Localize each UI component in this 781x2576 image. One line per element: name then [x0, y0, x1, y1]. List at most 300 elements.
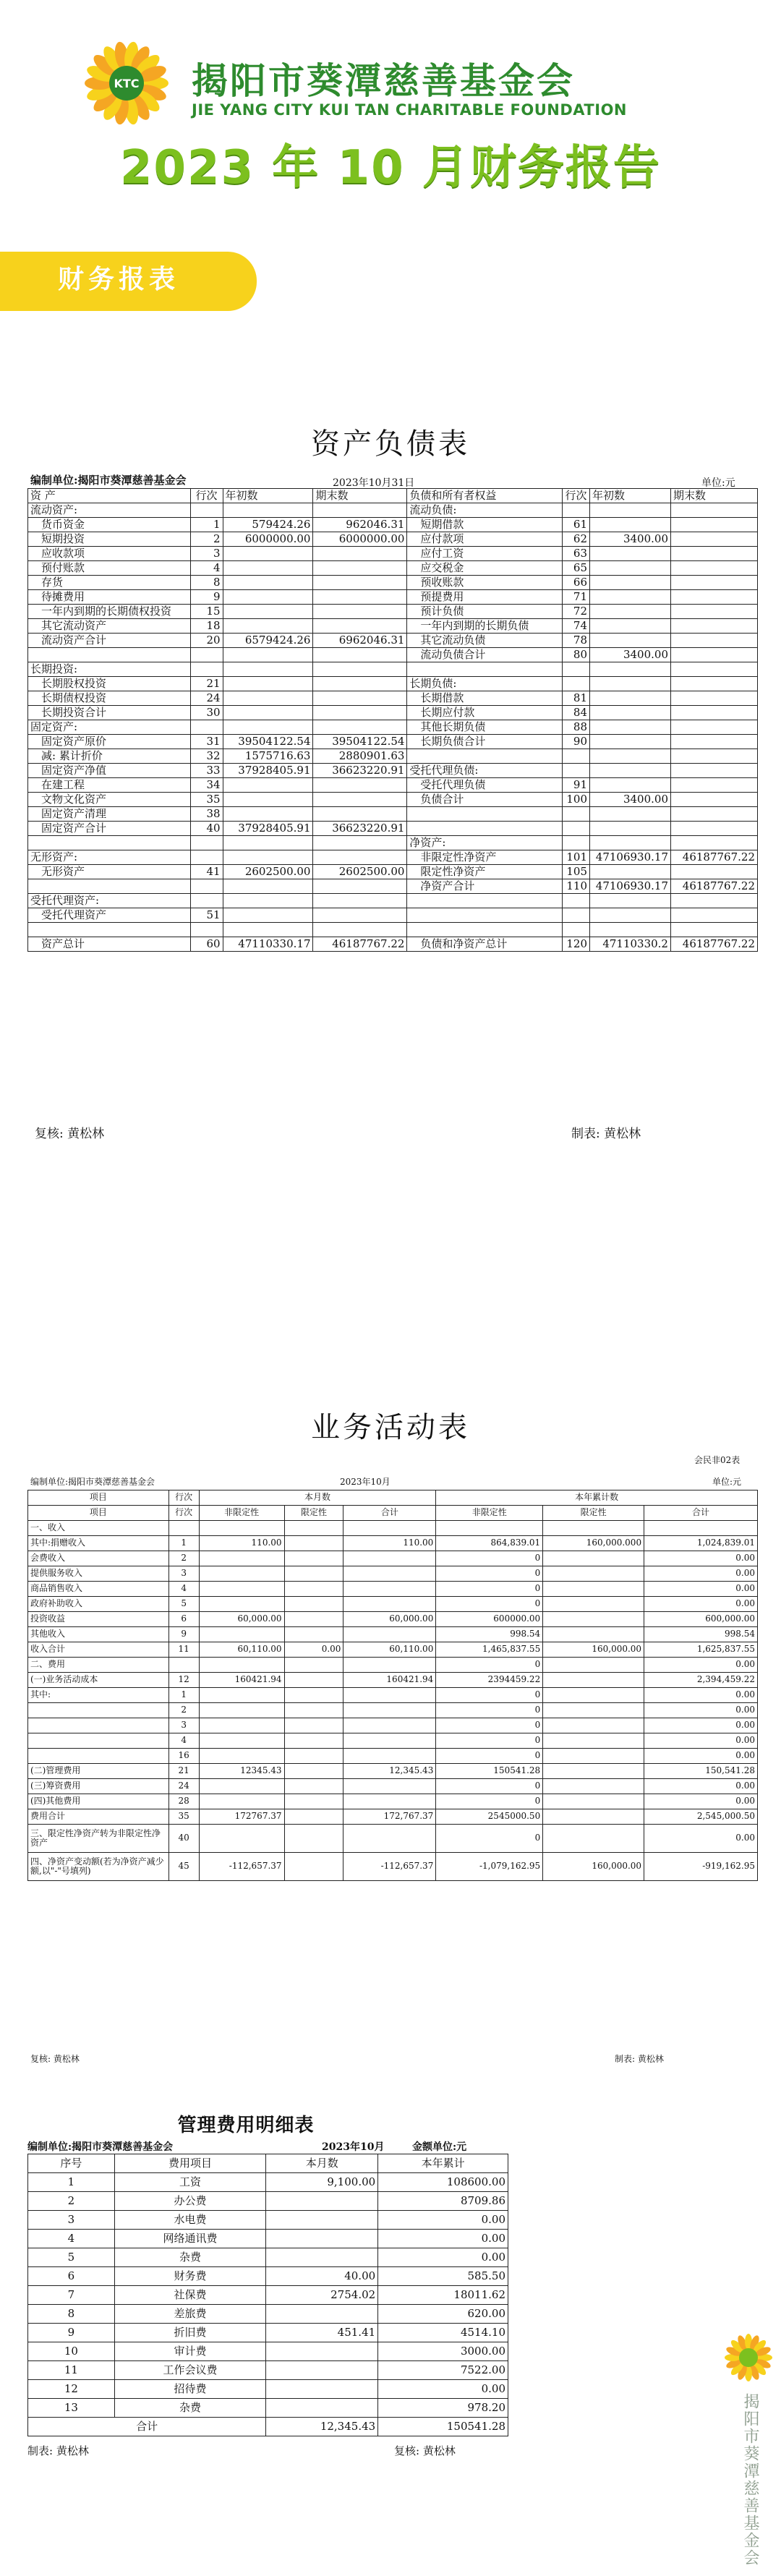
table-row — [28, 1658, 758, 1673]
table-cell — [590, 749, 671, 764]
table-cell: 2,394,459.22 — [644, 1673, 758, 1688]
table-cell: 三、限定性净资产转为非限定性净资产 — [28, 1825, 169, 1853]
table-cell — [223, 662, 313, 677]
table-cell — [670, 677, 757, 691]
table-row — [28, 2154, 508, 2173]
table-row — [28, 735, 758, 749]
table-row — [28, 489, 758, 503]
header-cell: 行次 — [168, 1490, 199, 1506]
table-cell: 其他长期负债 — [407, 720, 563, 735]
table-cell: 减: 累计折价 — [28, 749, 191, 764]
table-cell: 0 — [436, 1749, 543, 1764]
table-cell: 47110330.17 — [223, 937, 313, 952]
table-cell: -112,657.37 — [343, 1853, 436, 1881]
table-cell — [284, 1521, 343, 1536]
table-cell — [266, 2399, 378, 2418]
table-cell: 62 — [563, 532, 590, 547]
table-cell: 0.00 — [644, 1749, 758, 1764]
table-cell — [223, 677, 313, 691]
table-cell — [199, 1566, 284, 1582]
table-cell — [199, 1749, 284, 1764]
header-cell: 本月数 — [266, 2154, 378, 2173]
table-cell: 0.00 — [644, 1825, 758, 1853]
table-cell: 3 — [28, 2211, 115, 2230]
table-cell — [670, 706, 757, 720]
table-row — [28, 822, 758, 836]
activity-preparer: 制表: 黄松林 — [615, 2054, 664, 2064]
table-cell: 0 — [436, 1794, 543, 1809]
table-cell: 财务费 — [114, 2267, 266, 2286]
table-cell: 998.54 — [436, 1627, 543, 1642]
table-cell: 864,839.01 — [436, 1536, 543, 1551]
table-cell: 3000.00 — [378, 2342, 508, 2361]
table-cell — [199, 1779, 284, 1794]
table-cell: (一)业务活动成本 — [28, 1673, 169, 1688]
table-cell — [407, 662, 563, 677]
table-cell — [590, 807, 671, 822]
table-row — [28, 1582, 758, 1597]
table-cell — [670, 532, 757, 547]
table-cell: 非限定性净资产 — [407, 850, 563, 865]
table-row — [28, 923, 758, 937]
mgmt-unit: 金额单位:元 — [412, 2141, 467, 2153]
table-cell — [313, 908, 407, 923]
table-cell — [543, 1566, 644, 1582]
table-cell: 21 — [168, 1764, 199, 1779]
table-cell: 1 — [168, 1688, 199, 1703]
table-cell: 工资 — [114, 2173, 266, 2192]
table-cell — [670, 518, 757, 532]
table-cell: 51 — [190, 908, 223, 923]
table-cell: 0 — [436, 1825, 543, 1853]
table-cell — [670, 576, 757, 590]
table-cell — [28, 1718, 169, 1733]
table-cell — [284, 1536, 343, 1551]
activity-title: 业务活动表 — [311, 1411, 470, 1444]
table-cell: 6579424.26 — [223, 634, 313, 648]
table-cell: 0 — [436, 1658, 543, 1673]
table-cell — [313, 619, 407, 634]
header-cell: 项目 — [28, 1506, 169, 1521]
table-cell: 2754.02 — [266, 2286, 378, 2305]
table-cell: 在建工程 — [28, 778, 191, 793]
table-cell: 负债合计 — [407, 793, 563, 807]
table-cell — [343, 1658, 436, 1673]
table-cell — [670, 807, 757, 822]
table-cell: 0.00 — [644, 1551, 758, 1566]
table-cell: 费用合计 — [28, 1809, 169, 1825]
table-cell — [284, 1612, 343, 1627]
table-cell — [223, 894, 313, 908]
table-cell: 预收账款 — [407, 576, 563, 590]
table-cell — [284, 1853, 343, 1881]
header-cell: 合计 — [343, 1506, 436, 1521]
table-cell: 0.00 — [644, 1779, 758, 1794]
table-row — [28, 937, 758, 952]
table-cell: 962046.31 — [313, 518, 407, 532]
table-row — [28, 1764, 758, 1779]
table-cell — [563, 749, 590, 764]
table-cell — [190, 503, 223, 518]
table-row — [28, 648, 758, 662]
bs-unit: 单位:元 — [701, 477, 735, 489]
table-cell — [284, 1703, 343, 1718]
table-cell: 101 — [563, 850, 590, 865]
table-cell — [199, 1794, 284, 1809]
table-cell: 会费收入 — [28, 1551, 169, 1566]
table-cell: 受托代理负债 — [407, 778, 563, 793]
table-cell: 60,110.00 — [343, 1642, 436, 1658]
table-cell — [563, 822, 590, 836]
table-cell — [670, 793, 757, 807]
header-cell: 期末数 — [670, 489, 757, 503]
table-cell: 0 — [436, 1718, 543, 1733]
table-cell: 2,545,000.50 — [644, 1809, 758, 1825]
table-row — [28, 2192, 508, 2211]
table-cell — [407, 749, 563, 764]
table-cell — [670, 908, 757, 923]
table-cell — [313, 648, 407, 662]
activity-table — [27, 1490, 758, 1881]
table-cell — [543, 1688, 644, 1703]
table-row — [28, 2267, 508, 2286]
table-cell — [590, 561, 671, 576]
table-cell: 46187767.22 — [313, 937, 407, 952]
table-row — [28, 2342, 508, 2361]
table-cell: 固定资产净值 — [28, 764, 191, 778]
mgmt-preparer: 制表: 黄松林 — [27, 2444, 89, 2457]
table-row — [28, 836, 758, 850]
table-cell: 160,000.00 — [543, 1853, 644, 1881]
table-cell: 招待费 — [114, 2380, 266, 2399]
table-cell: 31 — [190, 735, 223, 749]
table-cell: 固定资产清理 — [28, 807, 191, 822]
table-cell: -919,162.95 — [644, 1853, 758, 1881]
table-cell — [266, 2211, 378, 2230]
bs-unit-org: 编制单位:揭阳市葵潭慈善基金会 — [30, 474, 187, 487]
table-cell — [563, 836, 590, 850]
table-cell — [313, 850, 407, 865]
table-cell — [266, 2305, 378, 2324]
table-cell: 81 — [563, 691, 590, 706]
table-cell: 0.00 — [378, 2380, 508, 2399]
table-cell — [590, 691, 671, 706]
table-cell — [28, 648, 191, 662]
table-cell: 16 — [168, 1749, 199, 1764]
table-cell: 长期借款 — [407, 691, 563, 706]
table-row — [28, 749, 758, 764]
table-cell — [343, 1597, 436, 1612]
header-cell: 项目 — [28, 1490, 169, 1506]
org-name-cn: 揭阳市葵潭慈善基金会 — [192, 60, 575, 102]
table-cell: 限定性净资产 — [407, 865, 563, 879]
table-cell: 13 — [28, 2399, 115, 2418]
table-cell — [284, 1733, 343, 1749]
table-cell — [266, 2380, 378, 2399]
table-cell: 65 — [563, 561, 590, 576]
table-cell: 20 — [190, 634, 223, 648]
table-cell: 6 — [28, 2267, 115, 2286]
table-cell — [284, 1658, 343, 1673]
table-cell — [223, 561, 313, 576]
table-cell: -1,079,162.95 — [436, 1853, 543, 1881]
table-cell: 3 — [168, 1718, 199, 1733]
table-cell — [199, 1733, 284, 1749]
table-cell: 8 — [190, 576, 223, 590]
table-row — [28, 634, 758, 648]
table-cell: 办公费 — [114, 2192, 266, 2211]
table-cell — [223, 836, 313, 850]
table-cell: 2394459.22 — [436, 1673, 543, 1688]
table-cell: 1,625,837.55 — [644, 1642, 758, 1658]
table-cell: 37928405.91 — [223, 822, 313, 836]
table-row — [28, 518, 758, 532]
bs-preparer: 制表: 黄松林 — [571, 1127, 641, 1141]
table-row — [28, 1853, 758, 1881]
table-cell: 0.00 — [644, 1794, 758, 1809]
table-cell: 其他收入 — [28, 1627, 169, 1642]
table-cell: 1 — [190, 518, 223, 532]
table-cell: 8 — [28, 2305, 115, 2324]
table-cell — [670, 561, 757, 576]
table-cell: 66 — [563, 576, 590, 590]
table-cell — [313, 923, 407, 937]
table-cell — [543, 1764, 644, 1779]
table-cell: 4 — [190, 561, 223, 576]
table-cell: 文物文化资产 — [28, 793, 191, 807]
table-row — [28, 793, 758, 807]
table-cell: 净资产合计 — [407, 879, 563, 894]
table-cell — [284, 1794, 343, 1809]
table-cell — [313, 605, 407, 619]
table-cell — [284, 1582, 343, 1597]
table-cell: 18011.62 — [378, 2286, 508, 2305]
table-cell: 36623220.91 — [313, 764, 407, 778]
table-cell: 应付款项 — [407, 532, 563, 547]
table-cell — [266, 2192, 378, 2211]
table-cell: 45 — [168, 1853, 199, 1881]
table-cell: 审计费 — [114, 2342, 266, 2361]
table-cell — [590, 865, 671, 879]
table-cell: 12345.43 — [199, 1764, 284, 1779]
table-cell — [284, 1749, 343, 1764]
table-cell: 流动资产合计 — [28, 634, 191, 648]
table-cell — [190, 662, 223, 677]
table-cell: 978.20 — [378, 2399, 508, 2418]
table-cell — [644, 1521, 758, 1536]
table-cell — [190, 879, 223, 894]
table-row — [28, 1779, 758, 1794]
table-row — [28, 2173, 508, 2192]
table-cell: 3 — [168, 1566, 199, 1582]
table-cell: 172,767.37 — [343, 1809, 436, 1825]
table-cell: 4 — [168, 1582, 199, 1597]
table-cell: 84 — [563, 706, 590, 720]
table-cell — [670, 923, 757, 937]
table-cell — [590, 605, 671, 619]
table-cell — [190, 850, 223, 865]
table-cell: 3400.00 — [590, 532, 671, 547]
table-cell: 长期投资合计 — [28, 706, 191, 720]
table-cell: 5 — [168, 1597, 199, 1612]
table-cell — [590, 894, 671, 908]
table-cell: 折旧费 — [114, 2324, 266, 2342]
table-cell — [590, 836, 671, 850]
table-row — [28, 677, 758, 691]
table-cell: 46187767.22 — [670, 937, 757, 952]
table-cell — [190, 923, 223, 937]
table-cell: 11 — [168, 1642, 199, 1658]
table-row — [28, 561, 758, 576]
table-cell — [543, 1718, 644, 1733]
balance-sheet-table — [27, 488, 758, 952]
table-cell — [543, 1794, 644, 1809]
table-cell — [343, 1749, 436, 1764]
table-row — [28, 691, 758, 706]
section-tag-label: 财务报表 — [58, 265, 180, 294]
table-cell: 46187767.22 — [670, 879, 757, 894]
table-row — [28, 2230, 508, 2248]
table-cell: 1 — [168, 1536, 199, 1551]
table-cell: 110.00 — [199, 1536, 284, 1551]
table-cell — [670, 634, 757, 648]
header-cell: 资 产 — [28, 489, 191, 503]
table-cell — [313, 561, 407, 576]
table-cell — [199, 1521, 284, 1536]
table-row — [28, 1536, 758, 1551]
mgmt-unit-org: 编制单位:揭阳市葵潭慈善基金会 — [27, 2141, 174, 2153]
table-cell — [590, 503, 671, 518]
table-cell — [284, 1688, 343, 1703]
table-cell: 24 — [168, 1779, 199, 1794]
table-cell: 80 — [563, 648, 590, 662]
activity-reviewer: 复核: 黄松林 — [30, 2054, 80, 2064]
table-cell — [343, 1688, 436, 1703]
table-cell: 固定资产合计 — [28, 822, 191, 836]
table-cell — [284, 1764, 343, 1779]
table-cell: 47106930.17 — [590, 879, 671, 894]
table-cell: 35 — [190, 793, 223, 807]
table-cell: 长期股权投资 — [28, 677, 191, 691]
table-cell — [343, 1779, 436, 1794]
table-cell: 160421.94 — [343, 1673, 436, 1688]
header-cell: 序号 — [28, 2154, 115, 2173]
table-row — [28, 2361, 508, 2380]
table-row — [28, 807, 758, 822]
table-cell: 其中:捐赠收入 — [28, 1536, 169, 1551]
table-cell — [223, 850, 313, 865]
table-cell: 451.41 — [266, 2324, 378, 2342]
table-cell — [28, 879, 191, 894]
table-cell: 应付工资 — [407, 547, 563, 561]
table-cell — [590, 720, 671, 735]
table-row — [28, 590, 758, 605]
header-cell: 合计 — [644, 1506, 758, 1521]
table-cell — [28, 1749, 169, 1764]
table-row — [28, 662, 758, 677]
table-cell: 流动负债合计 — [407, 648, 563, 662]
table-cell — [343, 1551, 436, 1566]
table-row — [28, 1749, 758, 1764]
svg-text:KTC: KTC — [114, 77, 140, 90]
table-cell — [543, 1749, 644, 1764]
table-cell: 2880901.63 — [313, 749, 407, 764]
table-cell: 长期负债: — [407, 677, 563, 691]
report-title: 2023 年 10 月财务报告 — [119, 141, 662, 195]
table-cell — [223, 778, 313, 793]
table-row — [28, 1521, 758, 1536]
table-cell — [670, 865, 757, 879]
table-cell — [670, 720, 757, 735]
table-cell: 待摊费用 — [28, 590, 191, 605]
table-cell — [670, 648, 757, 662]
table-cell — [343, 1582, 436, 1597]
table-cell — [284, 1825, 343, 1853]
table-cell: 32 — [190, 749, 223, 764]
table-cell — [670, 894, 757, 908]
table-cell: 水电费 — [114, 2211, 266, 2230]
table-cell — [543, 1825, 644, 1853]
table-cell — [670, 503, 757, 518]
table-cell: 12 — [168, 1673, 199, 1688]
table-row — [28, 720, 758, 735]
table-cell: 40 — [168, 1825, 199, 1853]
table-cell — [590, 590, 671, 605]
table-cell — [670, 764, 757, 778]
table-cell: 无形资产: — [28, 850, 191, 865]
table-cell: (二)管理费用 — [28, 1764, 169, 1779]
table-cell: 收入合计 — [28, 1642, 169, 1658]
table-cell: 60,000.00 — [343, 1612, 436, 1627]
table-cell: 72 — [563, 605, 590, 619]
table-cell: 受托代理负债: — [407, 764, 563, 778]
table-cell — [190, 836, 223, 850]
table-row — [28, 576, 758, 590]
table-cell: 0.00 — [644, 1597, 758, 1612]
table-cell — [199, 1825, 284, 1853]
table-cell — [284, 1597, 343, 1612]
table-cell — [266, 2248, 378, 2267]
table-cell — [28, 923, 191, 937]
table-cell: 预付账款 — [28, 561, 191, 576]
table-cell — [199, 1658, 284, 1673]
table-cell: 0 — [436, 1566, 543, 1582]
table-cell: 78 — [563, 634, 590, 648]
table-cell: 11 — [28, 2361, 115, 2380]
table-cell: 杂费 — [114, 2248, 266, 2267]
table-row — [28, 764, 758, 778]
table-cell — [407, 807, 563, 822]
table-cell — [313, 547, 407, 561]
table-cell: 杂费 — [114, 2399, 266, 2418]
table-cell: 35 — [168, 1809, 199, 1825]
side-watermark-logo — [723, 2332, 774, 2567]
table-cell — [563, 908, 590, 923]
table-cell — [343, 1703, 436, 1718]
table-cell: 100 — [563, 793, 590, 807]
table-cell — [223, 619, 313, 634]
table-cell: 39504122.54 — [223, 735, 313, 749]
table-cell — [590, 706, 671, 720]
table-cell: 短期借款 — [407, 518, 563, 532]
table-row — [28, 503, 758, 518]
table-cell: 1575716.63 — [223, 749, 313, 764]
table-cell: 30 — [190, 706, 223, 720]
table-cell — [313, 706, 407, 720]
header-cell: 本月数 — [199, 1490, 436, 1506]
table-cell — [223, 503, 313, 518]
table-cell: 0.00 — [644, 1703, 758, 1718]
